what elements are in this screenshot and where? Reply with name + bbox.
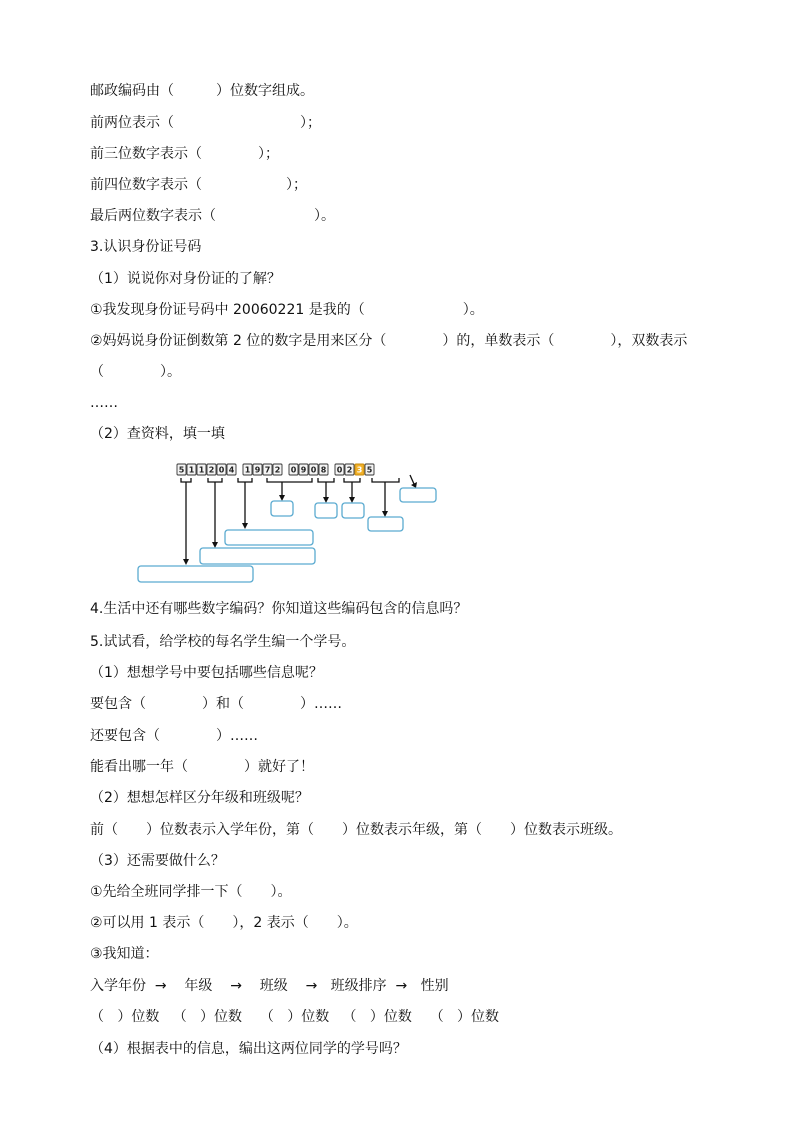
id-digit: 1	[244, 465, 251, 475]
question-5-3: （3）还需要做什么？	[90, 853, 225, 869]
id-digit: 4	[228, 465, 235, 475]
id-digit: 0	[336, 465, 343, 475]
postcode-first-four-line: 前四位数字表示（ ）；	[90, 177, 307, 193]
id-digit: 1	[198, 465, 205, 475]
question-5-1: （1）想想学号中要包括哪些信息呢？	[90, 665, 323, 681]
postcode-first-three-line: 前三位数字表示（ ）；	[90, 146, 279, 162]
question-3-1: （1）说说你对身份证的了解？	[90, 271, 281, 287]
postcode-last-two-line: 最后两位数字表示（ ）。	[90, 208, 335, 224]
also-include-line: 还要包含（ ）……	[90, 728, 258, 744]
id-digit: 0	[290, 465, 297, 475]
answer-box-order-2	[342, 503, 364, 518]
id-digit: 0	[218, 465, 225, 475]
id-digit: 9	[300, 465, 307, 475]
section-5-heading: 5.试试看，给学校的每名学生编一个学号。	[90, 634, 356, 650]
question-5-4: （4）根据表中的信息，编出这两位同学的学号吗？	[90, 1041, 407, 1057]
gender-digit-line-cont: （ ）。	[90, 364, 181, 380]
sequence-line: 入学年份 → 年级 → 班级 → 班级排序 → 性别	[90, 978, 449, 994]
postcode-digits-line: 邮政编码由（ ）位数字组成。	[90, 83, 314, 99]
sort-line: ①先给全班同学排一下（ ）。	[90, 884, 292, 900]
answer-box-county	[225, 530, 313, 545]
question-3-2: （2）查资料，填一填	[90, 426, 225, 442]
question-5-2: （2）想想怎样区分年级和班级呢？	[90, 790, 309, 806]
id-digit: 0	[310, 465, 317, 475]
id-digit: 2	[346, 465, 353, 475]
id-digit-row	[177, 464, 374, 475]
answer-box-order-1	[315, 503, 337, 518]
answer-box-city	[200, 548, 315, 564]
id-number-diagram	[130, 458, 450, 588]
answer-box-birthday	[271, 501, 293, 516]
section-4-heading: 4.生活中还有哪些数字编码？你知道这些编码包含的信息吗？	[90, 601, 468, 617]
include-line: 要包含（ ）和（ ）……	[90, 696, 342, 712]
id-digit: 3	[356, 465, 363, 475]
id-digit: 7	[264, 465, 271, 475]
digit-meaning-line: 前（ ）位数表示入学年份，第（ ）位数表示年级，第（ ）位数表示班级。	[90, 822, 622, 838]
ellipsis-line: ……	[90, 395, 118, 411]
id-digit: 8	[320, 465, 327, 475]
answer-box-check	[400, 488, 436, 502]
digits-count-line: （ ）位数 （ ）位数 （ ）位数 （ ）位数 （ ）位数	[90, 1009, 500, 1025]
id-digit: 2	[274, 465, 281, 475]
postcode-first-two-line: 前两位表示（ ）；	[90, 115, 321, 131]
i-know-line: ③我知道：	[90, 946, 159, 962]
answer-box-gender	[368, 517, 403, 531]
answer-box-province	[138, 566, 253, 582]
id-digit: 5	[366, 465, 373, 475]
id-digit: 2	[208, 465, 215, 475]
number-meaning-line: ②可以用 1 表示（ ），2 表示（ ）。	[90, 915, 358, 931]
section-3-heading: 3.认识身份证号码	[90, 239, 202, 255]
gender-digit-line: ②妈妈说身份证倒数第 2 位的数字是用来区分（ ）的，单数表示（ ），双数表示	[90, 333, 688, 349]
birthday-line: ①我发现身份证号码中 20060221 是我的（ ）。	[90, 302, 484, 318]
year-line: 能看出哪一年（ ）就好了！	[90, 759, 314, 775]
id-digit: 5	[178, 465, 185, 475]
id-digit: 9	[254, 465, 261, 475]
answer-boxes	[138, 488, 436, 582]
id-digit: 1	[188, 465, 195, 475]
